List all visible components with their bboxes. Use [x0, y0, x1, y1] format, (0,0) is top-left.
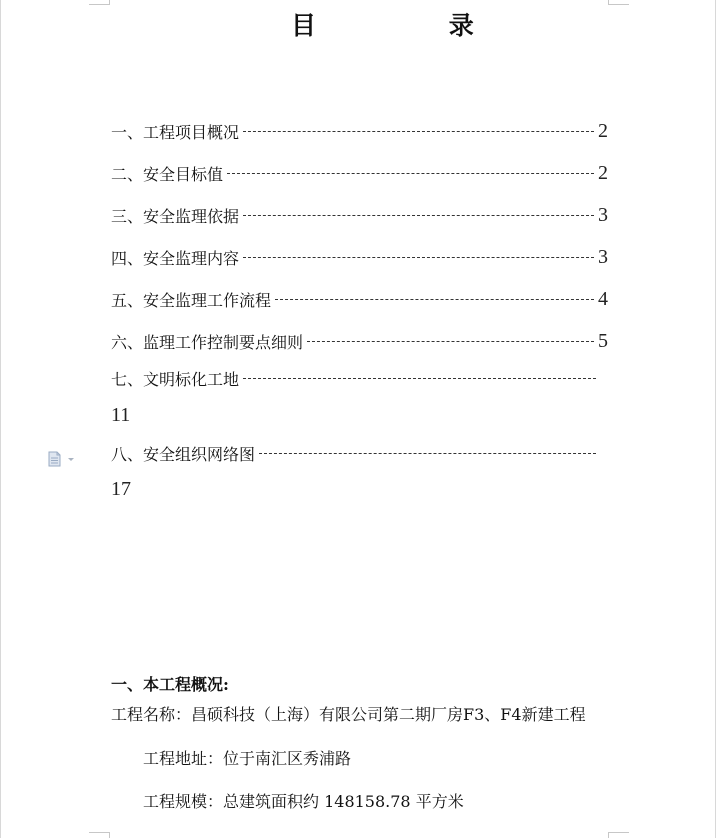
toc-entry-label: 三、安全监理依据 — [111, 206, 240, 226]
toc-leader — [243, 131, 594, 132]
project-scale: 工程规模：总建筑面积约 148158.78 平方米 — [143, 792, 464, 811]
crop-mark — [109, 0, 110, 5]
project-address: 工程地址：位于南汇区秀浦路 — [143, 749, 352, 768]
crop-mark — [608, 832, 609, 838]
toc-page-number: 2 — [598, 119, 608, 142]
toc-page-number: 4 — [598, 287, 608, 310]
toc-leader — [243, 215, 594, 216]
toc-entry[interactable] — [111, 329, 608, 353]
crop-mark — [89, 4, 109, 5]
toc-page-number: 2 — [598, 161, 608, 184]
toc-entry-label: 二、安全目标值 — [111, 164, 224, 184]
toc-entry[interactable] — [111, 287, 608, 311]
toc-entry[interactable] — [111, 245, 608, 269]
toc-page-number[interactable]: 11 — [111, 404, 131, 426]
crop-mark — [89, 832, 109, 833]
toc-entry-label: 六、监理工作控制要点细则 — [111, 332, 304, 352]
toc-entry-label: 一、工程项目概况 — [111, 122, 240, 142]
toc-entry-label: 四、安全监理内容 — [111, 248, 240, 268]
crop-mark — [109, 832, 110, 838]
toc-title: 目 录 — [291, 11, 536, 40]
toc-page-number: 3 — [598, 203, 608, 226]
toc-leader — [243, 257, 594, 258]
chevron-down-icon — [68, 458, 74, 461]
crop-mark — [608, 0, 609, 5]
toc-entry[interactable] — [111, 366, 608, 390]
toc-entry-label: 七、文明标化工地 — [111, 369, 240, 389]
toc-leader — [259, 453, 596, 454]
toc-entry[interactable] — [111, 441, 608, 465]
toc-entry[interactable] — [111, 161, 608, 185]
toc-leader — [243, 378, 596, 379]
toc-page-number[interactable]: 17 — [111, 478, 131, 500]
toc-page-number: 5 — [598, 329, 608, 352]
toc-leader — [307, 341, 594, 342]
toc-entry[interactable] — [111, 203, 608, 227]
section-heading: 一、本工程概况: — [111, 675, 229, 694]
project-name: 工程名称：昌硕科技（上海）有限公司第二期厂房F3、F4新建工程 — [111, 705, 586, 724]
toc-leader — [275, 299, 594, 300]
toc-entry-label: 八、安全组织网络图 — [111, 444, 256, 464]
document-icon[interactable] — [47, 451, 75, 467]
toc-entry[interactable] — [111, 119, 608, 143]
crop-mark — [609, 4, 629, 5]
toc-page-number: 3 — [598, 245, 608, 268]
crop-mark — [609, 832, 629, 833]
toc-entry-label: 五、安全监理工作流程 — [111, 290, 272, 310]
toc-leader — [227, 173, 594, 174]
